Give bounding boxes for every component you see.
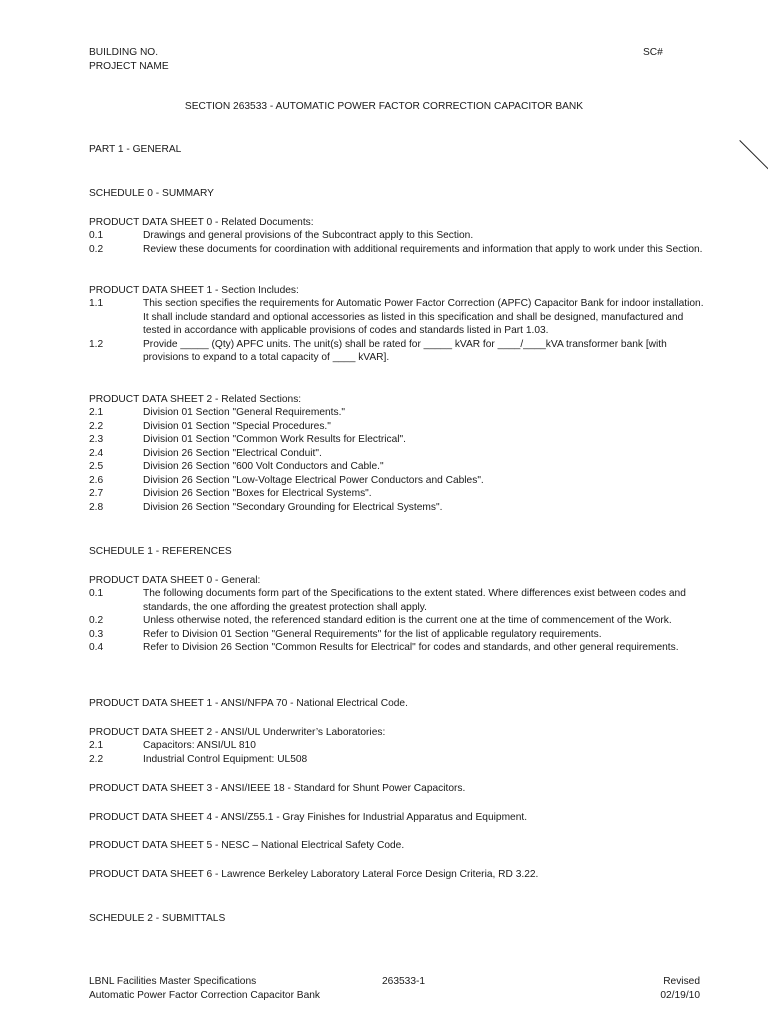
item-text: Industrial Control Equipment: UL508 <box>143 753 308 765</box>
list-item <box>89 297 704 338</box>
list-item <box>89 229 704 243</box>
ref-pds-2-title: PRODUCT DATA SHEET 2 - ANSI/UL Underwriter’s Laboratories: <box>89 727 386 738</box>
pds-2-list <box>89 406 704 514</box>
list-item <box>89 433 704 447</box>
ref-pds-5: PRODUCT DATA SHEET 5 - NESC – National Electrical Safety Code. <box>89 840 405 851</box>
ref-pds-0-title: PRODUCT DATA SHEET 0 - General: <box>89 575 261 586</box>
footer-section-name: Automatic Power Factor Correction Capacitor Bank <box>89 990 321 1001</box>
item-number: 1.2 <box>89 338 104 350</box>
sc-number: SC# <box>643 47 663 58</box>
ref-pds-2-list <box>89 739 704 766</box>
item-text: Division 26 Section "Secondary Grounding for Electrical Systems". <box>143 501 443 513</box>
list-item <box>89 243 704 257</box>
footer-spec-name: LBNL Facilities Master Specifications <box>89 976 257 987</box>
item-number: 0.4 <box>89 642 104 653</box>
item-number: 0.2 <box>89 615 104 626</box>
item-text: Division 01 Section "General Requirements." <box>143 407 346 418</box>
item-number: 2.6 <box>89 474 104 486</box>
item-text: Review these documents for coordination with additional requirements and information that apply to work under this Section. <box>143 243 703 255</box>
section-title: SECTION 263533 - AUTOMATIC POWER FACTOR CORRECTION CAPACITOR BANK <box>184 101 584 112</box>
ref-pds-6: PRODUCT DATA SHEET 6 - Lawrence Berkeley Laboratory Lateral Force Design Criteria, RD 3.22. <box>89 869 539 880</box>
item-text: Division 26 Section "Boxes for Electrical Systems". <box>143 488 372 499</box>
item-number: 2.1 <box>89 407 104 418</box>
schedule-1-heading: SCHEDULE 1 - REFERENCES <box>89 546 232 557</box>
ref-pds-3: PRODUCT DATA SHEET 3 - ANSI/IEEE 18 - Standard for Shunt Power Capacitors. <box>89 783 466 794</box>
pds-0-list <box>89 229 704 256</box>
item-text: Division 01 Section "Common Work Results for Electrical". <box>143 434 406 445</box>
list-item <box>89 587 704 614</box>
project-name: PROJECT NAME <box>89 61 169 72</box>
item-text: Unless otherwise noted, the referenced standard edition is the current one at the time of commencement of the Work. <box>143 615 672 626</box>
item-number: 0.3 <box>89 628 104 640</box>
item-text: Provide _____ (Qty) APFC units. The unit(s) shall be rated for _____ kVAR for ____/____kVA transformer bank [with provisions to expand to a total capacity of ____ kVAR]. <box>143 338 667 363</box>
item-text: Capacitors: ANSI/UL 810 <box>143 740 256 751</box>
footer-page-number: 263533-1 <box>382 976 426 987</box>
ref-pds-1: PRODUCT DATA SHEET 1 - ANSI/NFPA 70 - National Electrical Code. <box>89 698 408 709</box>
list-item <box>89 338 704 365</box>
item-text: Refer to Division 01 Section "General Requirements" for the list of applicable regulatory requirements. <box>143 628 602 640</box>
item-number: 2.7 <box>89 488 104 499</box>
list-item <box>89 460 704 474</box>
list-item <box>89 628 704 642</box>
list-item <box>89 447 704 461</box>
list-item <box>89 501 704 515</box>
item-number: 2.1 <box>89 740 104 751</box>
footer-revised-label: Revised <box>663 976 700 987</box>
pds-1-title: PRODUCT DATA SHEET 1 - Section Includes: <box>89 285 299 296</box>
list-item <box>89 641 704 655</box>
item-number: 0.1 <box>89 230 104 241</box>
item-number: 1.1 <box>89 298 104 309</box>
margin-line <box>739 140 768 183</box>
item-text: The following documents form part of the Specifications to the extent stated. Where differences exist between codes and standards, the one affording the greatest protection shall apply. <box>143 588 686 613</box>
item-number: 2.4 <box>89 447 104 459</box>
list-item <box>89 420 704 434</box>
list-item <box>89 406 704 420</box>
item-number: 2.5 <box>89 461 104 472</box>
item-text: This section specifies the requirements for Automatic Power Factor Correction (APFC) Capacitor Bank for indoor installation. It shall include standard and optional accessories as listed in this specification and shall be designed, manufactured and tested in accordance with applicable provisions of codes and standards listed in Part 1.03. <box>143 298 704 336</box>
list-item <box>89 474 704 488</box>
list-item <box>89 614 704 628</box>
pds-0-title: PRODUCT DATA SHEET 0 - Related Documents: <box>89 217 314 228</box>
item-text: Division 01 Section "Special Procedures." <box>143 420 331 432</box>
building-number: BUILDING NO. <box>89 47 159 58</box>
item-text: Division 26 Section "600 Volt Conductors and Cable." <box>143 461 384 472</box>
ref-pds-0-list <box>89 587 704 655</box>
schedule-2-heading: SCHEDULE 2 - SUBMITTALS <box>89 913 226 924</box>
item-number: 2.2 <box>89 753 104 765</box>
list-item <box>89 487 704 501</box>
schedule-0-heading: SCHEDULE 0 - SUMMARY <box>89 188 214 199</box>
pds-1-list <box>89 297 704 365</box>
footer-revised-date: 02/19/10 <box>660 990 700 1001</box>
list-item <box>89 739 704 753</box>
item-number: 2.3 <box>89 434 104 445</box>
part-heading: PART 1 - GENERAL <box>89 144 182 155</box>
item-text: Division 26 Section "Electrical Conduit". <box>143 447 322 459</box>
list-item <box>89 753 704 767</box>
ref-pds-4: PRODUCT DATA SHEET 4 - ANSI/Z55.1 - Gray Finishes for Industrial Apparatus and Equipment. <box>89 812 528 823</box>
item-number: 2.8 <box>89 501 104 513</box>
pds-2-title: PRODUCT DATA SHEET 2 - Related Sections: <box>89 394 302 405</box>
item-number: 0.2 <box>89 243 104 255</box>
item-number: 2.2 <box>89 420 104 432</box>
item-number: 0.1 <box>89 588 104 599</box>
item-text: Division 26 Section "Low-Voltage Electrical Power Conductors and Cables". <box>143 474 484 486</box>
item-text: Refer to Division 26 Section "Common Results for Electrical" for codes and standards, and other general requirements. <box>143 642 679 653</box>
item-text: Drawings and general provisions of the Subcontract apply to this Section. <box>143 230 474 241</box>
